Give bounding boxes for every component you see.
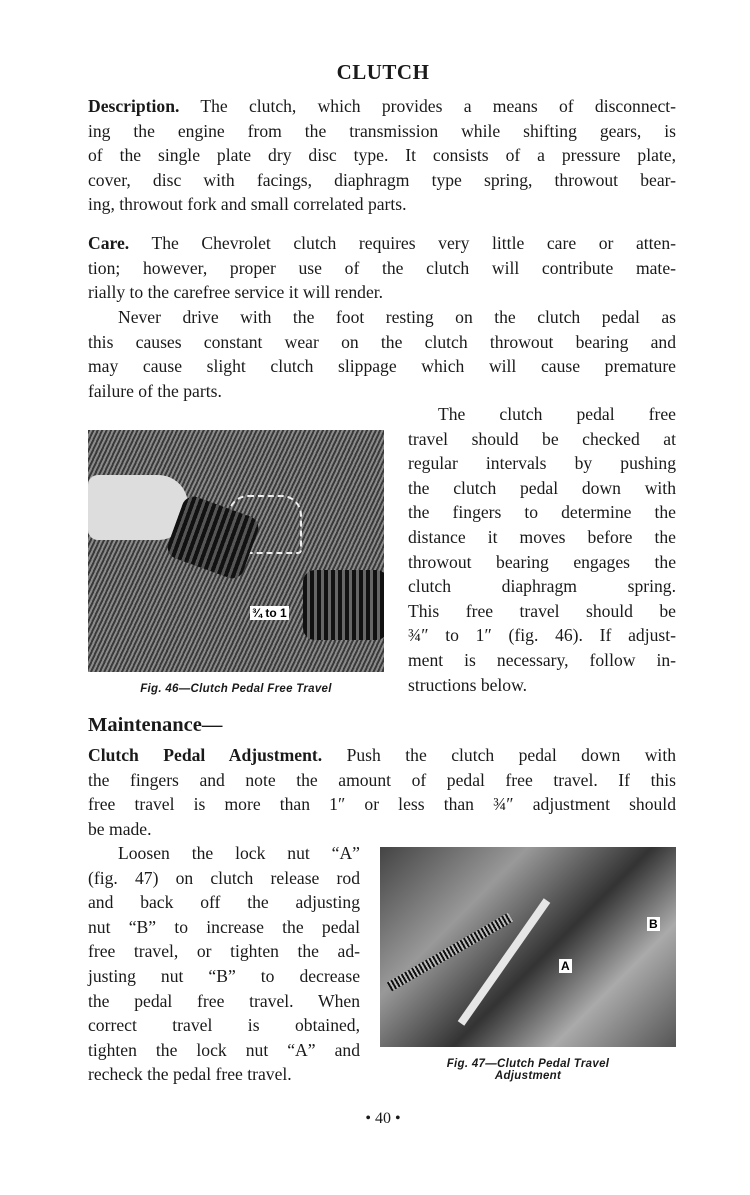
text-line [408,476,676,501]
free-travel-label: ¾ to 1 [252,606,287,620]
page-number: • 40 • [365,1110,401,1127]
text-line-content: the fingers to determine the [408,502,676,523]
text-line [88,939,360,964]
text-line-content: this causes constant wear on the clutch throwout bearing and [88,331,676,352]
free-travel-paragraph [408,402,676,697]
text-line [88,817,676,842]
text-line-content: clutch diaphragm spring. [408,576,676,597]
care-paragraph-2 [88,305,676,403]
text-line-content: free travel, or tighten the ad- [88,941,360,962]
text-line-content: Loosen the lock nut “A” [118,843,360,863]
paragraph-lead: Description. [88,96,180,116]
text-line-content: and back off the adjusting [88,892,360,913]
maintenance-heading: Maintenance— [88,714,223,736]
text-line-content: distance it moves before the [408,526,676,547]
text-line [88,280,676,305]
adjusting-nut-b-label: B [649,917,658,931]
adjustment-paragraph [88,743,676,841]
text-line-content: recheck the pedal free travel. [88,1064,292,1085]
text-line-content: regular intervals by pushing [408,453,676,474]
paragraph-lead: Care. [88,233,130,253]
text-line-content: tion; however, proper use of the clutch will contribute mate- [88,257,676,278]
text-line [408,500,676,525]
text-line-content: may cause slight clutch slippage which will cause premature [88,356,676,377]
text-line [88,143,676,168]
text-line [88,841,360,866]
text-line-content: ment is necessary, follow in- [408,649,676,670]
figure-47-caption-line2: Adjustment [494,1070,562,1082]
text-line [408,648,676,673]
text-line-content: The clutch, which provides a means of disconnect- [179,96,676,116]
text-line [88,305,676,330]
text-line-content: ing the engine from the transmission while shifting gears, is [88,120,676,141]
text-line [88,792,676,817]
text-line [88,1062,360,1087]
text-line [88,768,676,793]
text-line [408,574,676,599]
text-line-content: cover, disc with facings, diaphragm type spring, throwout bear- [88,169,676,190]
text-line-content: (fig. 47) on clutch release rod [88,867,360,888]
description-paragraph [88,94,676,217]
text-line-content: correct travel is obtained, [88,1015,360,1036]
text-line [88,256,676,281]
text-line-content: failure of the parts. [88,380,222,401]
text-line-content: of the single plate dry disc type. It consists of a pressure plate, [88,145,676,166]
text-line [88,119,676,144]
text-line [88,1013,360,1038]
text-line-content: Push the clutch pedal down with [322,745,677,765]
text-line-content: Never drive with the foot resting on the clutch pedal as [118,307,676,327]
text-line [88,192,676,217]
figure-47-caption [380,1058,676,1082]
text-line [408,623,676,648]
text-line [88,915,360,940]
text-line [408,402,676,427]
text-line [88,231,676,256]
text-line-content: structions below. [408,674,528,695]
text-line [88,168,676,193]
text-line [408,525,676,550]
figure-47-caption-line1: Fig. 47—Clutch Pedal Travel [446,1058,610,1070]
text-line-content: The Chevrolet clutch requires very little care or atten- [129,233,676,253]
text-line [88,354,676,379]
text-line [408,451,676,476]
text-line [88,989,360,1014]
text-line [88,379,676,404]
text-line-content: The clutch pedal free [438,404,676,424]
text-line [88,866,360,891]
brake-pedal-shape [303,570,384,640]
text-line-content: the pedal free travel. When [88,990,360,1011]
text-line-content: the fingers and note the amount of pedal free travel. If this [88,769,676,790]
text-line-content: rially to the carefree service it will render. [88,282,384,303]
text-line-content: This free travel should be [408,600,676,621]
text-line-content: justing nut “B” to decrease [88,965,360,986]
lock-nut-a-label: A [561,959,570,973]
text-line-content: ing, throwout fork and small correlated parts. [88,194,407,215]
text-line-content: tighten the lock nut “A” and [88,1039,360,1060]
text-line-content: travel should be checked at [408,428,676,449]
text-line-content: nut “B” to increase the pedal [88,916,360,937]
text-line [88,964,360,989]
text-line [408,599,676,624]
text-line [88,330,676,355]
paragraph-lead: Clutch Pedal Adjustment. [88,745,323,765]
page-title: CLUTCH [336,60,430,84]
text-line [88,94,676,119]
text-line-content: be made. [88,818,152,839]
text-line [88,743,676,768]
text-line [408,550,676,575]
figure-46-photo [88,430,384,672]
text-line-content: ¾″ to 1″ (fig. 46). If adjust- [408,625,676,646]
text-line [408,673,676,698]
text-line-content: free travel is more than 1″ or less than ¾″ adjustment should [88,794,676,815]
text-line-content: throwout bearing engages the [408,551,676,572]
figure-47-photo [380,847,676,1047]
text-line [88,890,360,915]
text-line [408,427,676,452]
care-paragraph [88,231,676,305]
text-line-content: the clutch pedal down with [408,477,676,498]
text-line [88,1038,360,1063]
figure-46-caption: Fig. 46—Clutch Pedal Free Travel [140,683,332,695]
adjustment-paragraph-2 [88,841,360,1087]
